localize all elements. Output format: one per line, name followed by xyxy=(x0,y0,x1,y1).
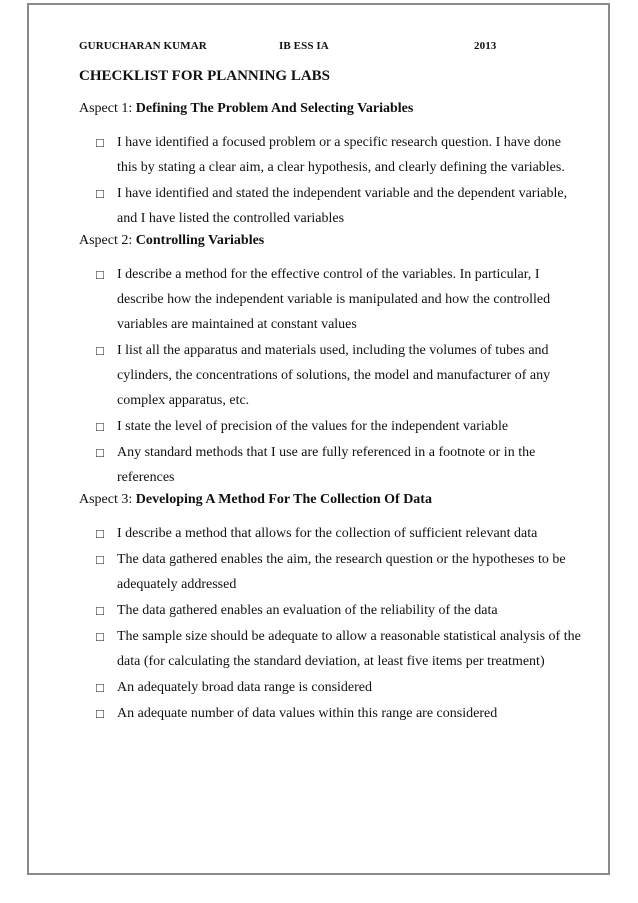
checklist-item-text: I describe a method for the effective control of the variables. In particular, I describe how the independent variable is manipulated and how the controlled variables are maintained at constant values xyxy=(117,267,551,332)
checklist-item xyxy=(79,521,584,546)
checklist-item xyxy=(79,598,584,623)
checklist-item xyxy=(79,130,584,180)
aspect-1-title: Defining The Problem And Selecting Variables xyxy=(135,101,414,116)
checkbox-icon[interactable]: □ xyxy=(96,186,104,201)
checklist-item-text: I have identified a focused problem or a specific research question. I have done this by stating a clear aim, a clear hypothesis, and clearly defining the variables. xyxy=(117,135,565,175)
header-year: 2013 xyxy=(474,40,497,52)
checklist-item-text: An adequate number of data values within this range are considered xyxy=(117,706,498,721)
checkbox-icon[interactable]: □ xyxy=(96,603,104,618)
page-header xyxy=(79,40,539,56)
checklist-item-text: I state the level of precision of the values for the independent variable xyxy=(117,419,509,434)
checklist-item xyxy=(79,624,584,674)
checkbox-icon[interactable]: □ xyxy=(96,267,104,282)
checkbox-icon[interactable]: □ xyxy=(96,135,104,150)
checklist-item-text: An adequately broad data range is considered xyxy=(117,680,373,695)
checkbox-icon[interactable]: □ xyxy=(96,526,104,541)
checklist-item xyxy=(79,338,584,413)
checklist-item-text: Any standard methods that I use are fully referenced in a footnote or in the references xyxy=(117,445,536,485)
checkbox-icon[interactable]: □ xyxy=(96,629,104,644)
checklist-item xyxy=(79,440,584,490)
aspect-1-checklist xyxy=(79,130,584,231)
checklist-item xyxy=(79,181,584,231)
aspect-3-checklist xyxy=(79,521,584,726)
document-title: CHECKLIST FOR PLANNING LABS xyxy=(79,68,331,84)
aspect-2-checklist xyxy=(79,262,584,490)
checklist-item-text: The data gathered enables the aim, the research question or the hypotheses to be adequately addressed xyxy=(117,552,566,592)
aspect-3-heading xyxy=(79,490,584,510)
header-subject: IB ESS IA xyxy=(279,40,329,52)
checklist-item xyxy=(79,262,584,337)
checkbox-icon[interactable]: □ xyxy=(96,445,104,460)
checklist-item xyxy=(79,701,584,726)
checkbox-icon[interactable]: □ xyxy=(96,343,104,358)
header-author: GURUCHARAN KUMAR xyxy=(79,40,207,52)
checklist-item-text: I describe a method that allows for the collection of sufficient relevant data xyxy=(117,526,538,541)
checklist-item-text: The data gathered enables an evaluation of the reliability of the data xyxy=(117,603,498,618)
checklist-item-text: I list all the apparatus and materials used, including the volumes of tubes and cylinders, the concentrations of solutions, the model and manufacturer of any complex apparatus, etc. xyxy=(117,343,551,408)
checkbox-icon[interactable]: □ xyxy=(96,680,104,695)
checklist-item-text: I have identified and stated the independent variable and the dependent variable, and I have listed the controlled variables xyxy=(117,186,568,226)
aspect-2-heading xyxy=(79,231,584,251)
checklist-item-text: The sample size should be adequate to allow a reasonable statistical analysis of the data (for calculating the standard deviation, at least five items per treatment) xyxy=(117,629,581,669)
checklist-item xyxy=(79,414,584,439)
checklist-content xyxy=(79,66,584,726)
checklist-item xyxy=(79,547,584,597)
aspect-3-prefix: Aspect 3: xyxy=(79,492,136,507)
aspect-1-prefix: Aspect 1: xyxy=(79,101,136,116)
checkbox-icon[interactable]: □ xyxy=(96,419,104,434)
aspect-2-prefix: Aspect 2: xyxy=(79,233,136,248)
aspect-1-heading xyxy=(79,99,584,119)
checklist-item xyxy=(79,675,584,700)
aspect-2-title: Controlling Variables xyxy=(135,233,265,248)
checkbox-icon[interactable]: □ xyxy=(96,552,104,567)
checkbox-icon[interactable]: □ xyxy=(96,706,104,721)
aspect-3-title: Developing A Method For The Collection Of Data xyxy=(135,492,432,507)
